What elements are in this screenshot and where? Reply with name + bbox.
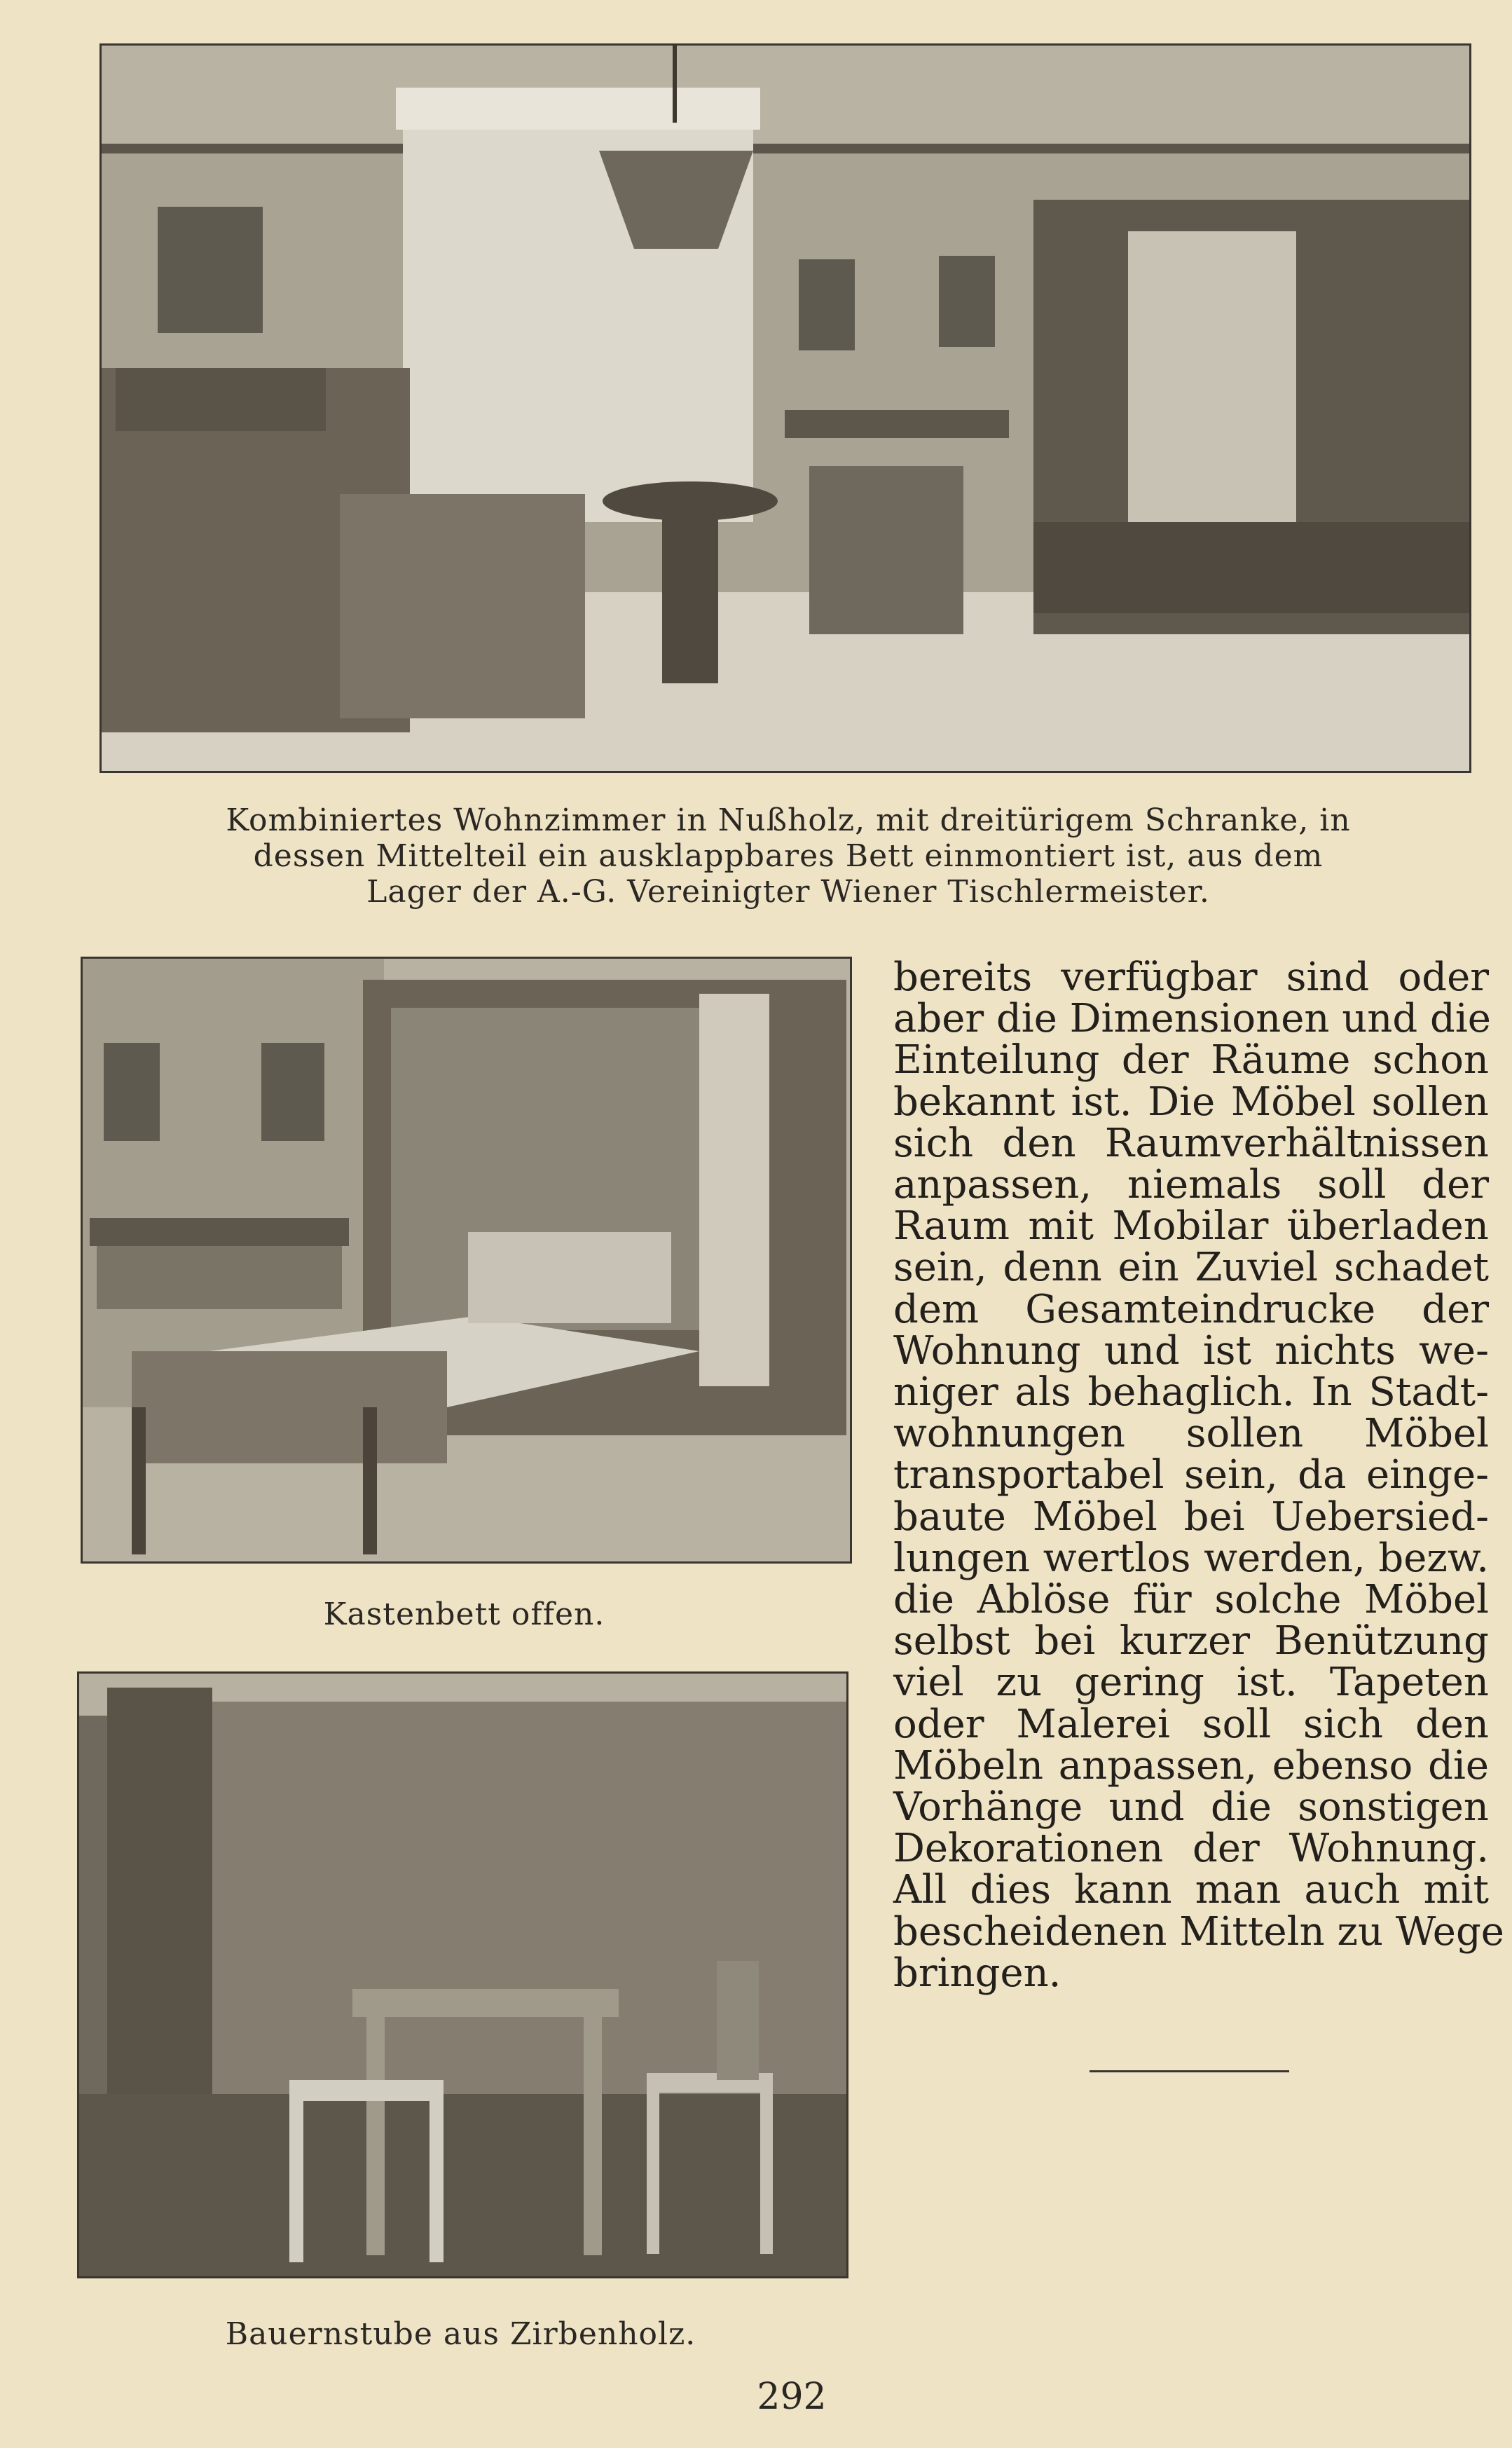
farm-room-illustration — [79, 1674, 846, 2276]
article-line: bekannt ist. Die Möbel sollen — [893, 1079, 1489, 1125]
article-line: All dies kann man auch mit — [893, 1867, 1489, 1913]
article-line: niger als behaglich. In Stadt- — [893, 1369, 1489, 1416]
article-line: dem Gesamteindrucke der — [893, 1286, 1489, 1332]
article-line: oder Malerei soll sich den — [893, 1701, 1489, 1747]
article-line: viel zu gering ist. Tapeten — [893, 1660, 1489, 1706]
section-divider — [1090, 2070, 1289, 2072]
article-line: baute Möbel bei Uebersied- — [893, 1493, 1489, 1540]
box-bed-caption: Kastenbett offen. — [323, 1596, 605, 1632]
article-line: die Ablöse für solche Möbel — [893, 1577, 1489, 1623]
living-room-caption-line: Lager der A.-G. Vereinigter Wiener Tischlermeister. — [366, 874, 1210, 910]
article-line: selbst bei kurzer Benützung — [893, 1618, 1489, 1664]
living-room-caption-line: Kombiniertes Wohnzimmer in Nußholz, mit dreitürigem Schranke, in — [226, 802, 1351, 838]
box-bed-illustration — [83, 959, 850, 1561]
article-line: wohnungen sollen Möbel — [893, 1411, 1489, 1457]
box-bed-photo — [81, 957, 852, 1564]
article-line: anpassen, niemals soll der — [893, 1162, 1489, 1208]
article-line: aber die Dimensionen und die — [893, 996, 1491, 1042]
article-line: Raum mit Mobilar überladen — [893, 1203, 1489, 1250]
article-line: sein, denn ein Zuviel schadet — [893, 1245, 1489, 1291]
article-line: Vorhänge und die sonstigen — [893, 1784, 1489, 1831]
article-line: bescheidenen Mitteln zu Wege — [893, 1908, 1504, 1955]
article-line: bringen. — [893, 1950, 1061, 1996]
article-text — [893, 955, 1504, 1996]
article-line: transportabel sein, da einge- — [893, 1452, 1489, 1498]
farm-room-caption: Bauernstube aus Zirbenholz. — [225, 2316, 696, 2352]
living-room-illustration — [102, 46, 1469, 771]
article-line: Dekorationen der Wohnung. — [893, 1826, 1489, 1872]
article-line: Wohnung und ist nichts we- — [893, 1327, 1489, 1374]
article-line: bereits verfügbar sind oder — [893, 955, 1489, 1000]
living-room-caption — [196, 802, 1380, 910]
living-room-photo — [99, 43, 1471, 773]
page-number: 292 — [757, 2376, 827, 2418]
article-line: lungen wertlos werden, bezw. — [893, 1535, 1489, 1581]
farm-room-photo — [77, 1671, 848, 2278]
article-line: Einteilung der Räume schon — [893, 1037, 1489, 1083]
article-line: Möbeln anpassen, ebenso die — [893, 1742, 1489, 1789]
living-room-caption-line: dessen Mittelteil ein ausklappbares Bett einmontiert ist, aus dem — [253, 838, 1324, 874]
article-line: sich den Raumverhältnissen — [893, 1120, 1489, 1166]
